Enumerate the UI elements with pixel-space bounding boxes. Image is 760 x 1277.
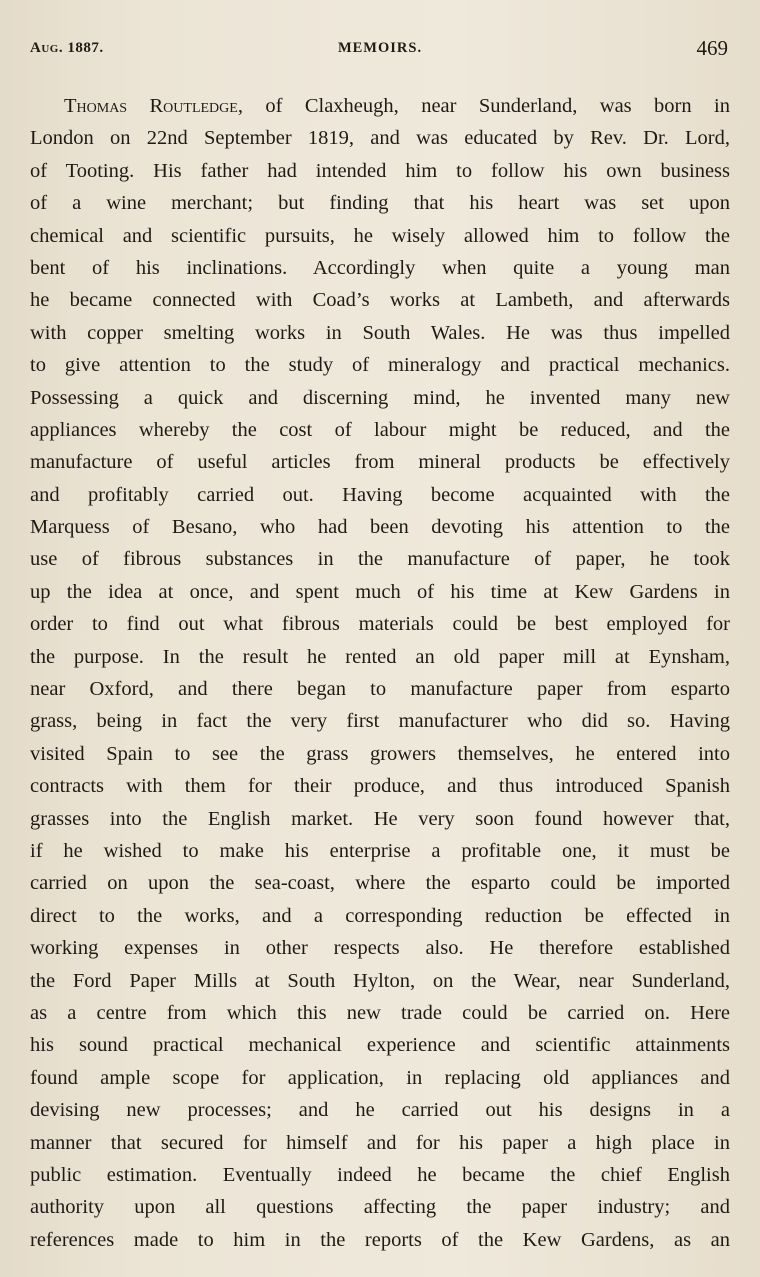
text-line: Possessing a quick and discerning mind, he invented many new <box>30 386 730 409</box>
text-line: his sound practical mechanical experience and scientific attainments <box>30 1034 730 1057</box>
text-line: up the idea at once, and spent much of his time at Kew Gardens in <box>30 580 730 603</box>
text-line: of a wine merchant; but finding that his heart was set upon <box>30 192 730 215</box>
text-line: devising new processes; and he carried out his designs in a <box>30 1099 730 1122</box>
text-line: authority upon all questions affecting the paper industry; and <box>30 1196 730 1219</box>
text-line <box>30 90 730 122</box>
text-line: the Ford Paper Mills at South Hylton, on the Wear, near Sunderland, <box>30 969 730 992</box>
text-line: grasses into the English market. He very soon found however that, <box>30 807 730 830</box>
header-date: Aug. 1887. <box>30 40 104 56</box>
text-line: near Oxford, and there began to manufacture paper from esparto <box>30 678 730 701</box>
text-line: working expenses in other respects also. He therefore established <box>30 937 730 960</box>
text-line: if he wished to make his enterprise a profitable one, it must be <box>30 839 730 862</box>
text-line: London on 22nd September 1819, and was educated by Rev. Dr. Lord, <box>30 127 730 150</box>
text-line: chemical and scientific pursuits, he wisely allowed him to follow the <box>30 224 730 247</box>
text-line: the purpose. In the result he rented an old paper mill at Eynsham, <box>30 645 730 668</box>
running-header <box>30 36 730 66</box>
text-line: appliances whereby the cost of labour might be reduced, and the <box>30 418 730 441</box>
text-line: with copper smelting works in South Wales. He was thus impelled <box>30 321 730 344</box>
header-section-title: MEMOIRS. <box>337 40 423 56</box>
text-line: found ample scope for application, in replacing old appliances and <box>30 1066 730 1089</box>
memoir-paragraph <box>30 90 730 1256</box>
text-line: public estimation. Eventually indeed he became the chief English <box>30 1163 730 1186</box>
text-line: of Tooting. His father had intended him to follow his own business <box>30 159 730 182</box>
subject-name: Thomas Routledge <box>64 95 238 117</box>
text-line: Marquess of Besano, who had been devoting his attention to the <box>30 516 730 539</box>
text-line: manufacture of useful articles from mineral products be effectively <box>30 451 730 474</box>
text-line: direct to the works, and a corresponding reduction be effected in <box>30 904 730 927</box>
text-line: use of fibrous substances in the manufacture of paper, he took <box>30 548 730 571</box>
text-line: visited Spain to see the grass growers themselves, he entered into <box>30 742 730 765</box>
text-line: to give attention to the study of mineralogy and practical mechanics. <box>30 354 730 377</box>
text-line: manner that secured for himself and for his paper a high place in <box>30 1131 730 1154</box>
text-line: grass, being in fact the very first manufacturer who did so. Having <box>30 710 730 733</box>
text-line: he became connected with Coad’s works at Lambeth, and afterwards <box>30 289 730 312</box>
text-line: contracts with them for their produce, and thus introduced Spanish <box>30 775 730 798</box>
text-line: bent of his inclinations. Accordingly when quite a young man <box>30 256 730 279</box>
text-line: and profitably carried out. Having become acquainted with the <box>30 483 730 506</box>
text-line: as a centre from which this new trade could be carried on. Here <box>30 1001 730 1024</box>
text-line-rest: , of Claxheugh, near Sunderland, was born in <box>237 95 730 117</box>
text-line: order to find out what fibrous materials could be best employed for <box>30 613 730 636</box>
page-number: 469 <box>696 36 728 60</box>
text-line: carried on upon the sea-coast, where the esparto could be imported <box>30 872 730 895</box>
text-line: references made to him in the reports of the Kew Gardens, as an <box>30 1228 730 1251</box>
